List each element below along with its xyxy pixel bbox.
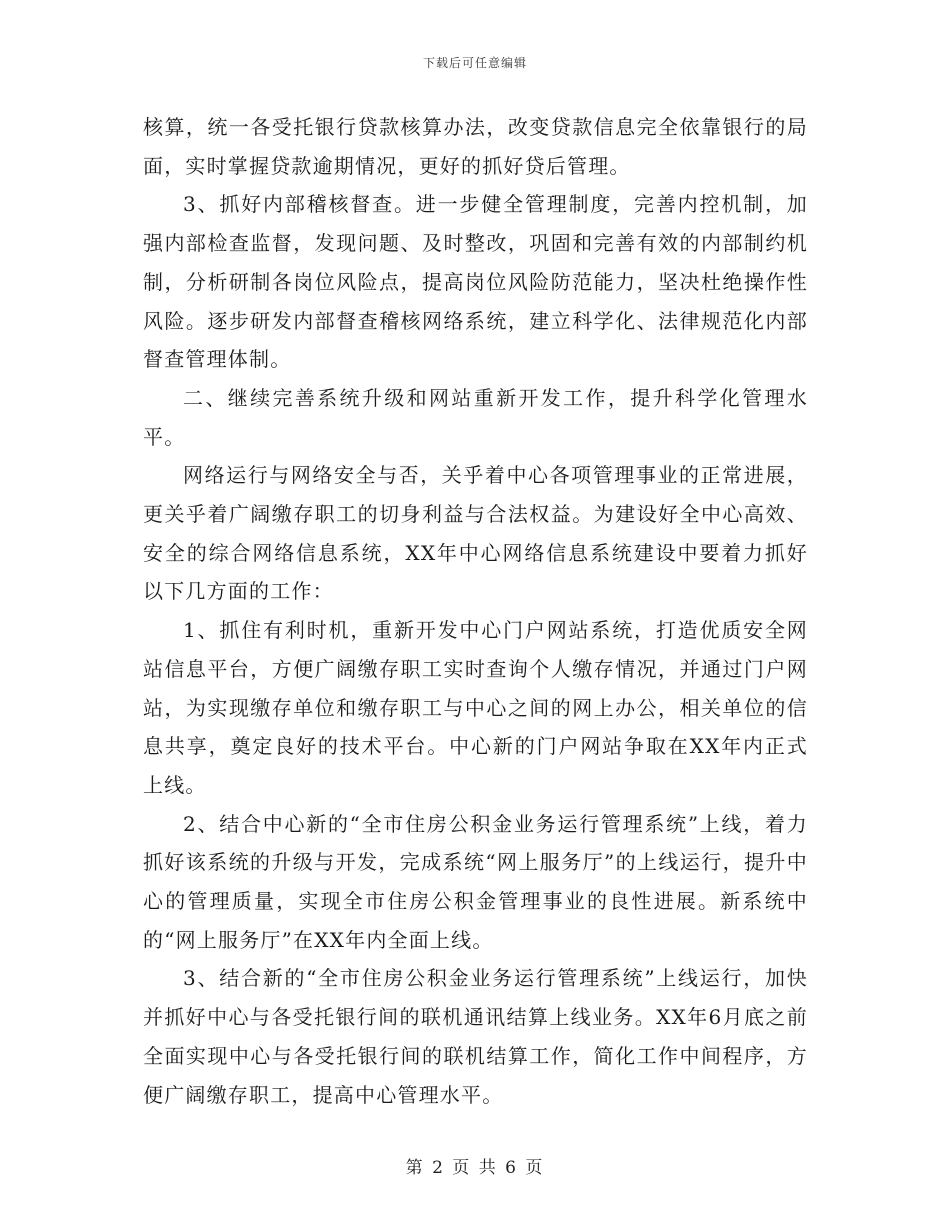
document-body [143, 108, 808, 1114]
paragraph-continuation: 核算，统一各受托银行贷款核算办法，改变贷款信息完全依靠银行的局面，实时掌握贷款逾期情况，更好的抓好贷后管理。 [143, 115, 808, 178]
paragraph-portal-website: 1、抓住有利时机，重新开发中心门户网站系统，打造优质安全网站信息平台，方便广阔缴存职工实时查询个人缴存情况，并通过门户网站，为实现缴存单位和缴存职工与中心之间的网上办公，相关单位的信息共享，奠定良好的技术平台。中心新的门户网站争取在XX年内正式上线。 [143, 618, 808, 797]
paragraph-bank-settlement: 3、结合新的“全市住房公积金业务运行管理系统”上线运行，加快并抓好中心与各受托银行间的联机通讯结算上线业务。XX年6月底之前全面实现中心与各受托银行间的联机结算工作，简化工作中间程序，方便广阔缴存职工，提高中心管理水平。 [143, 966, 808, 1107]
page-number-footer: 第 2 页 共 6 页 [405, 1158, 545, 1178]
page-header: 下载后可任意编辑 [422, 56, 527, 70]
paragraph-online-service-hall: 2、结合中心新的“全市住房公积金业务运行管理系统”上线，着力抓好该系统的升级与开发，完成系统“网上服务厅”的上线运行，提升中心的管理质量，实现全市住房公积金管理事业的良性进展。新系统中的“网上服务厅”在XX年内全面上线。 [143, 811, 808, 952]
paragraph-internal-audit: 3、抓好内部稽核督查。进一步健全管理制度，完善内控机制，加强内部检查监督，发现问题、及时整改，巩固和完善有效的内部制约机制，分析研制各岗位风险点，提高岗位风险防范能力，坚决杜绝操作性风险。逐步研发内部督查稽核网络系统，建立科学化、法律规范化内部督查管理体制。 [143, 192, 808, 372]
section-heading-system-upgrade: 二、继续完善系统升级和网站重新开发工作，提升科学化管理水平。 [143, 385, 808, 449]
paragraph-network-security: 网络运行与网络安全与否，关乎着中心各项管理事业的正常进展，更关乎着广阔缴存职工的切身利益与合法权益。为建设好全中心高效、安全的综合网络信息系统，XX年中心网络信息系统建设中要着力抓好以下几方面的工作： [143, 463, 808, 604]
